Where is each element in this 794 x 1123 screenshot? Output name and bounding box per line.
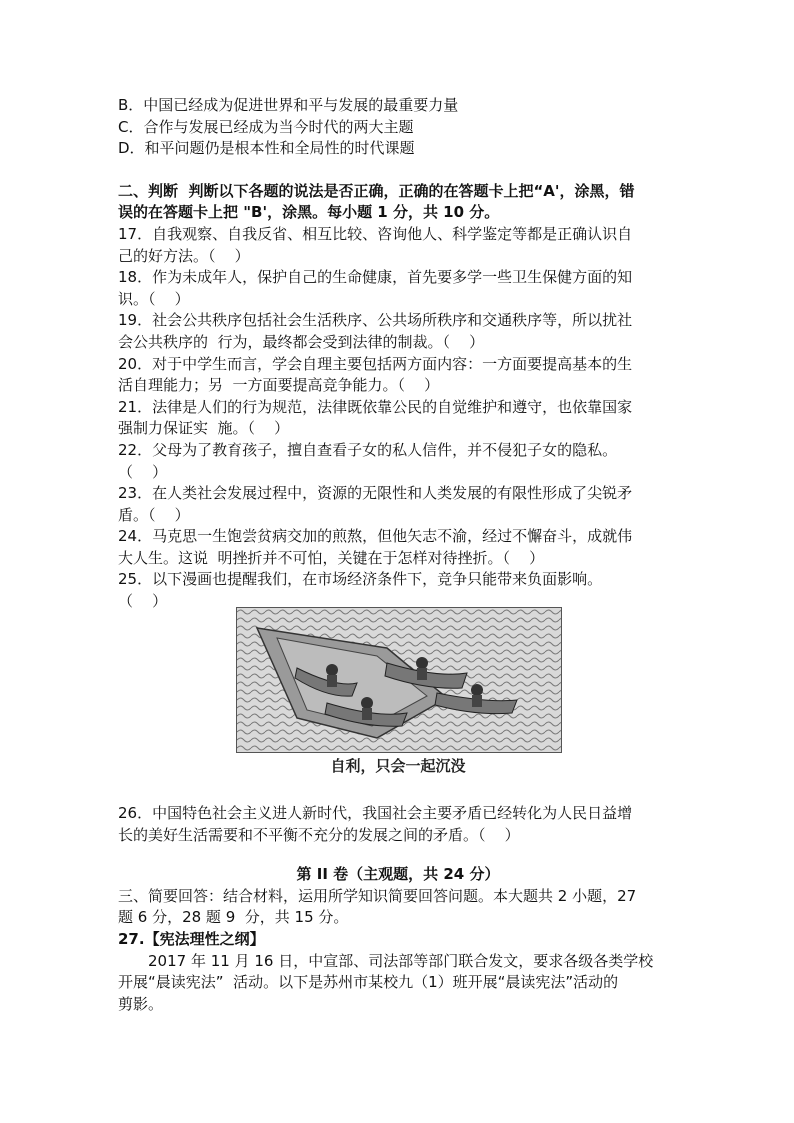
question-27-title: 27.【宪法理性之纲】 xyxy=(118,929,265,948)
question-20-cont: 活自理能力；另 一方面要提高竞争能力。（ ） xyxy=(118,376,440,395)
question-19: 19．社会公共秩序包括社会生活秩序、公共场所秩序和交通秩序等，所以扰社 xyxy=(118,311,633,330)
option-c: C．合作与发展已经成为当今时代的两大主题 xyxy=(118,117,414,136)
option-b: B．中国已经成为促进世界和平与发展的最重要力量 xyxy=(118,96,459,114)
question-21: 21．法律是人们的行为规范，法律既依靠公民的自觉维护和遵守，也依靠国家 xyxy=(118,397,633,416)
question-26-cont: 长的美好生活需要和不平衡不充分的发展之间的矛盾。（ ） xyxy=(118,825,520,844)
part2-title: 第 II 卷（主观题，共 24 分） xyxy=(296,865,500,884)
question-17-cont: 己的好方法。（ ） xyxy=(118,246,250,265)
option-d: D．和平问题仍是根本性和全局性的时代课题 xyxy=(118,139,415,158)
question-21-cont: 强制力保证实 施。（ ） xyxy=(118,419,290,438)
section2-heading-cont: 误的在答题卡上把 "B'，涂黑。每小题 1 分，共 10 分。 xyxy=(118,203,500,222)
question-26: 26．中国特色社会主义进人新时代，我国社会主要矛盾已经转化为人民日益增 xyxy=(118,804,633,822)
question-27-text-end: 剪影。 xyxy=(118,994,164,1013)
part2-instructions-cont: 题 6 分，28 题 9 分，共 15 分。 xyxy=(118,908,349,927)
section2-heading: 二、判断 判断以下各题的说法是否正确，正确的在答题卡上把“A'，涂黑，错 xyxy=(118,181,635,200)
document-page xyxy=(118,95,678,613)
question-25: 25．以下漫画也提醒我们，在市场经济条件下，竞争只能带来负面影响。 xyxy=(118,570,603,589)
question-22-cont: （ ） xyxy=(118,462,168,481)
document-page-lower xyxy=(118,803,678,1015)
question-24: 24．马克思一生饱尝贫病交加的煎熬，但他矢志不渝，经过不懈奋斗，成就伟 xyxy=(118,527,633,546)
question-27-text: 2017 年 11 月 16 日，中宣部、司法部等部门联合发文，要求各级各类学校 xyxy=(148,951,654,970)
cartoon-caption: 自利，只会一起沉没 xyxy=(330,757,466,775)
question-27-text-cont: 开展“晨读宪法” 活动。以下是苏州市某校九（1）班开展“晨读宪法”活动的 xyxy=(118,973,619,992)
question-24-cont: 大人生。这说 明挫折并不可怕，关键在于怎样对待挫折。（ ） xyxy=(118,548,545,567)
question-20: 20．对于中学生而言，学会自理主要包括两方面内容：一方面要提高基本的生 xyxy=(118,354,633,373)
cartoon-image xyxy=(236,607,562,753)
question-23-cont: 盾。（ ） xyxy=(118,505,190,524)
question-18: 18．作为未成年人，保护自己的生命健康，首先要多学一些卫生保健方面的知 xyxy=(118,268,633,287)
question-25-cont: （ ） xyxy=(118,592,168,611)
question-22: 22．父母为了教育孩子，擅自查看子女的私人信件，并不侵犯子女的隐私。 xyxy=(118,440,618,459)
question-23: 23．在人类社会发展过程中，资源的无限性和人类发展的有限性形成了尖锐矛 xyxy=(118,484,633,503)
question-18-cont: 识。（ ） xyxy=(118,289,190,308)
cartoon-drawing xyxy=(237,608,561,752)
part2-instructions: 三、简要回答：结合材料，运用所学知识简要回答问题。本大题共 2 小题，27 xyxy=(118,886,637,905)
question-17: 17．自我观察、自我反省、相互比较、咨询他人、科学鉴定等都是正确认识自 xyxy=(118,224,633,243)
question-19-cont: 会公共秩序的 行为，最终都会受到法律的制裁。（ ） xyxy=(118,332,485,351)
